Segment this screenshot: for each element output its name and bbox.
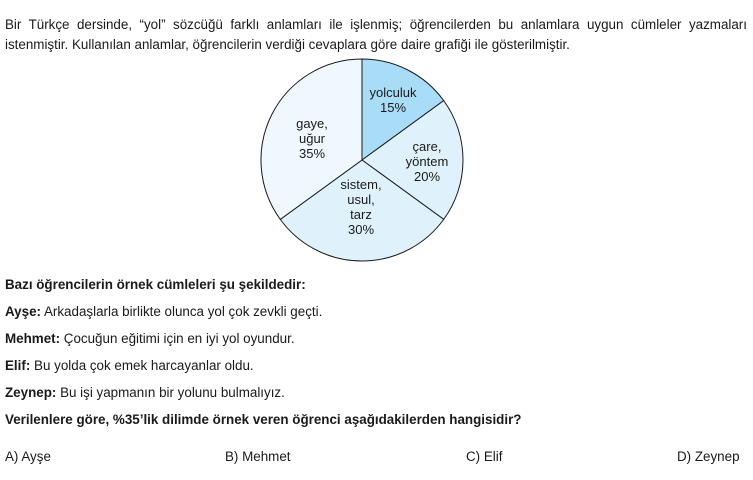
example-sentence: Bu işi yapmanın bir yolunu bulmalıyız. <box>60 385 285 400</box>
example-name: Ayşe: <box>5 304 41 319</box>
example-name: Zeynep: <box>5 385 57 400</box>
example-zeynep <box>5 385 285 400</box>
question-intro: Bir Türkçe dersinde, “yol” sözcüğü farklı anlamları ile işlenmiş; öğrencilerden bu anlamlara uygun cümleler yazmaları istenmiştir. Kullanılan anlamlar, öğrencilerin verdiği cevaplara göre daire grafiği ile gösterilmiştir. <box>5 17 747 52</box>
option-c[interactable]: C) Elif <box>466 449 503 464</box>
question-prompt: Verilenlere göre, %35’lik dilimde örnek veren öğrenci aşağıdakilerden hangisidir? <box>5 412 522 427</box>
example-mehmet <box>5 331 295 346</box>
example-sentence: Bu yolda çok emek harcayanlar oldu. <box>34 358 254 373</box>
pie-label-yolculuk: yolculuk 15% <box>369 85 417 115</box>
pie-label-sistem-usul-tarz: sistem, usul, tarz 30% <box>340 177 382 237</box>
example-name: Mehmet: <box>5 331 61 346</box>
examples-heading: Bazı öğrencilerin örnek cümleleri şu şekildedir: <box>5 277 306 292</box>
example-ayse <box>5 304 322 319</box>
option-b[interactable]: B) Mehmet <box>225 449 291 464</box>
example-elif <box>5 358 254 373</box>
pie-label-care-yontem: çare, yöntem 20% <box>405 139 449 184</box>
pie-label-gaye-ugur: gaye, uğur 35% <box>296 116 328 161</box>
example-sentence: Arkadaşlarla birlikte olunca yol çok zevkli geçti. <box>43 304 323 319</box>
option-d[interactable]: D) Zeynep <box>677 449 740 464</box>
example-name: Elif: <box>5 358 31 373</box>
example-sentence: Çocuğun eğitimi için en iyi yol oyundur. <box>63 331 295 346</box>
option-a[interactable]: A) Ayşe <box>5 449 51 464</box>
